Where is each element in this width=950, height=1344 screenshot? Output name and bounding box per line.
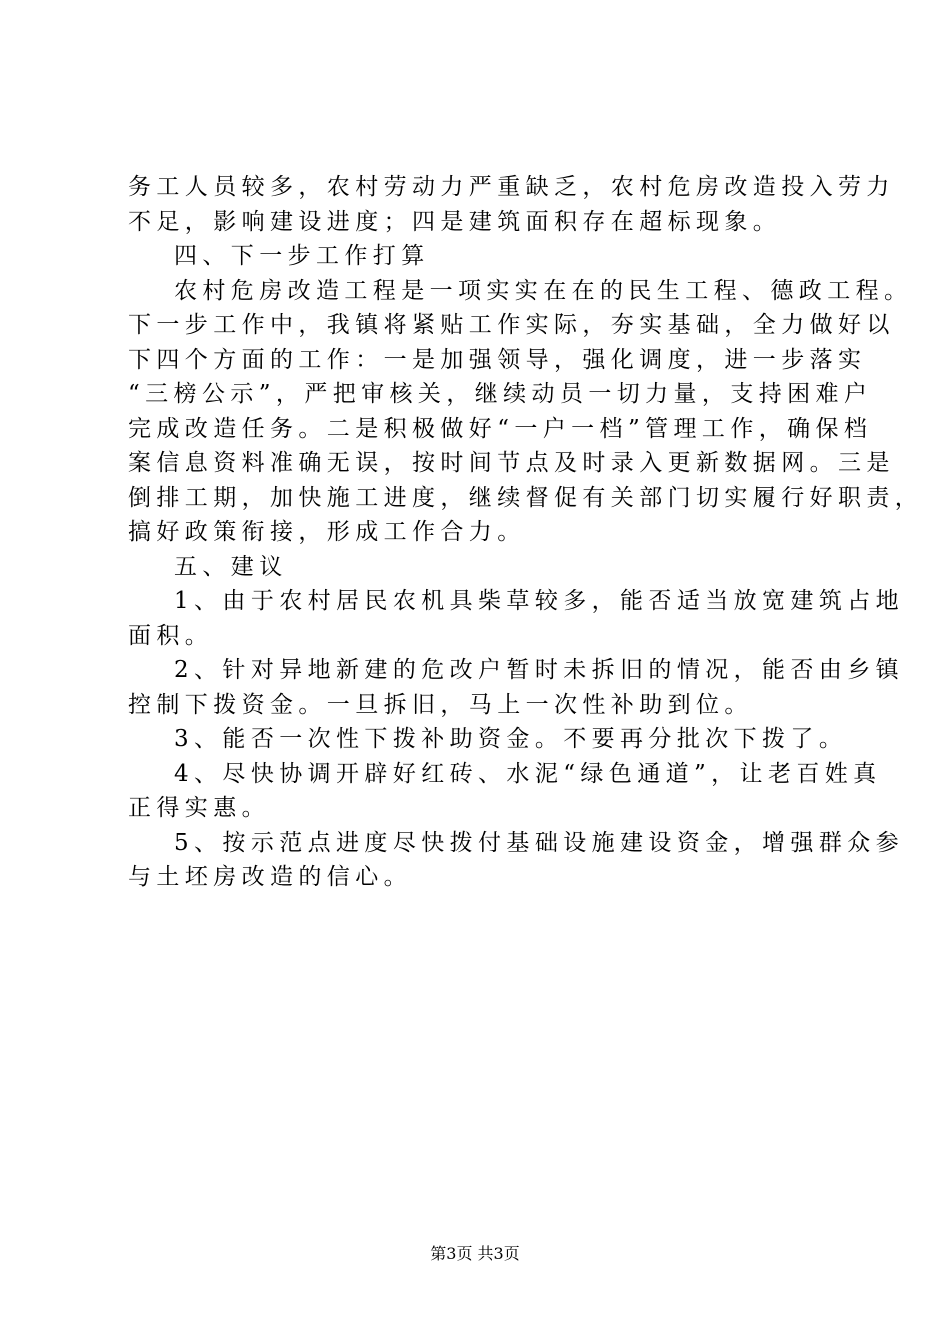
text-line: 下一步工作中，我镇将紧贴工作实际，夯实基础，全力做好以 <box>128 312 895 338</box>
text-line: “三榜公示”，严把审核关，继续动员一切力量，支持困难户 <box>128 381 873 407</box>
text-line: 控制下拨资金。一旦拆旧，马上一次性补助到位。 <box>128 691 753 718</box>
document-body <box>128 170 924 895</box>
list-item-3: 3、能否一次性下拨补助资金。不要再分批次下拨了。 <box>174 726 848 752</box>
list-item-2: 2、针对异地新建的危改户暂时未拆旧的情况，能否由乡镇 <box>174 657 905 683</box>
section-heading: 四、下一步工作打算 <box>174 243 430 269</box>
text-line: 下四个方面的工作：一是加强领导，强化调度，进一步落实 <box>128 346 867 373</box>
list-item-5: 5、按示范点进度尽快拨付基础设施建设资金，增强群众参 <box>174 829 905 856</box>
list-item-1: 1、由于农村居民农机具柴草较多，能否适当放宽建筑占地 <box>174 588 905 614</box>
text-line: 搞好政策衔接，形成工作合力。 <box>128 519 526 545</box>
text-line: 正得实惠。 <box>128 795 270 821</box>
section-heading: 五、建议 <box>174 553 288 580</box>
text-line: 案信息资料准确无误，按时间节点及时录入更新数据网。三是 <box>128 450 895 476</box>
text-line: 倒排工期，加快施工进度，继续督促有关部门切实履行好职责， <box>128 484 924 511</box>
page-footer: 第3页 共3页 <box>430 1244 520 1263</box>
text-line: 面积。 <box>128 622 214 649</box>
text-line: 完成改造任务。二是积极做好“一户一档”管理工作，确保档 <box>128 415 873 442</box>
text-line: 务工人员较多，农村劳动力严重缺乏，农村危房改造投入劳力 <box>128 174 895 200</box>
text-line: 与土坯房改造的信心。 <box>128 864 412 890</box>
list-item-4: 4、尽快协调开辟好红砖、水泥“绿色通道”，让老百姓真 <box>174 760 882 787</box>
paragraph-first-line: 农村危房改造工程是一项实实在在的民生工程、德政工程。 <box>174 277 913 304</box>
text-line: 不足，影响建设进度；四是建筑面积存在超标现象。 <box>128 208 782 235</box>
